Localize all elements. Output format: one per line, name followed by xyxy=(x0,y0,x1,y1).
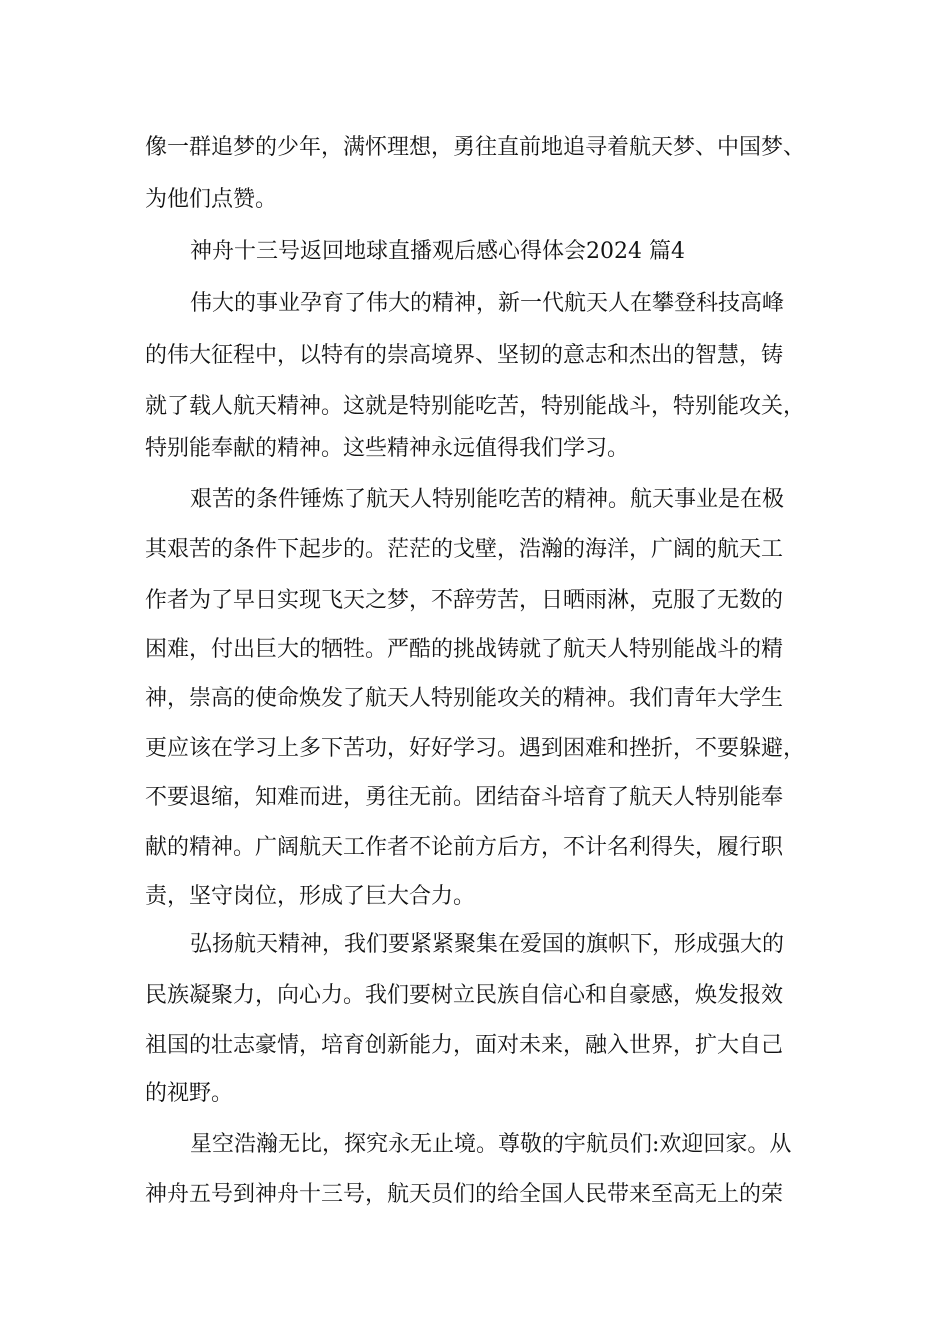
section-heading: 神舟十三号返回地球直播观后感心得体会2024 篇4 xyxy=(190,239,685,264)
paragraph-line: 祖国的壮志豪情，培育创新能力，面对未来，融入世界，扩大自己 xyxy=(145,1033,784,1058)
paragraph-line: 弘扬航天精神，我们要紧紧聚集在爱国的旗帜下，形成强大的 xyxy=(190,932,785,957)
paragraph-line: 作者为了早日实现飞天之梦，不辞劳苦，日晒雨淋，克服了无数的 xyxy=(145,588,784,613)
paragraph-line: 其艰苦的条件下起步的。茫茫的戈壁，浩瀚的海洋，广阔的航天工 xyxy=(145,537,784,562)
paragraph-line: 神舟五号到神舟十三号，航天员们的给全国人民带来至高无上的荣 xyxy=(145,1182,784,1207)
paragraph-line: 星空浩瀚无比，探究永无止境。尊敬的宇航员们:欢迎回家。从 xyxy=(190,1132,792,1157)
paragraph-line: 为他们点赞。 xyxy=(145,187,278,212)
paragraph-line: 民族凝聚力，向心力。我们要树立民族自信心和自豪感，焕发报效 xyxy=(145,983,784,1008)
paragraph-line: 神，崇高的使命焕发了航天人特别能攻关的精神。我们青年大学生 xyxy=(145,686,784,711)
paragraph-line: 艰苦的条件锤炼了航天人特别能吃苦的精神。航天事业是在极 xyxy=(190,487,785,512)
paragraph-line: 的伟大征程中，以特有的崇高境界、坚韧的意志和杰出的智慧，铸 xyxy=(145,343,784,368)
paragraph-line: 更应该在学习上多下苦功，好好学习。遇到困难和挫折，不要躲避， xyxy=(145,736,806,761)
paragraph-line: 伟大的事业孕育了伟大的精神，新一代航天人在攀登科技高峰 xyxy=(190,291,785,316)
paragraph-line: 的视野。 xyxy=(145,1081,234,1106)
paragraph-line: 就了载人航天精神。这就是特别能吃苦，特别能战斗，特别能攻关， xyxy=(145,394,806,419)
paragraph-line: 像一群追梦的少年，满怀理想，勇往直前地追寻着航天梦、中国梦、 xyxy=(145,135,806,160)
paragraph-line: 特别能奉献的精神。这些精神永远值得我们学习。 xyxy=(145,436,630,461)
paragraph-line: 不要退缩，知难而进，勇往无前。团结奋斗培育了航天人特别能奉 xyxy=(145,785,784,810)
paragraph-line: 献的精神。广阔航天工作者不论前方后方，不计名利得失，履行职 xyxy=(145,835,784,860)
paragraph-line: 困难，付出巨大的牺牲。严酷的挑战铸就了航天人特别能战斗的精 xyxy=(145,637,784,662)
paragraph-line: 责，坚守岗位，形成了巨大合力。 xyxy=(145,884,476,909)
